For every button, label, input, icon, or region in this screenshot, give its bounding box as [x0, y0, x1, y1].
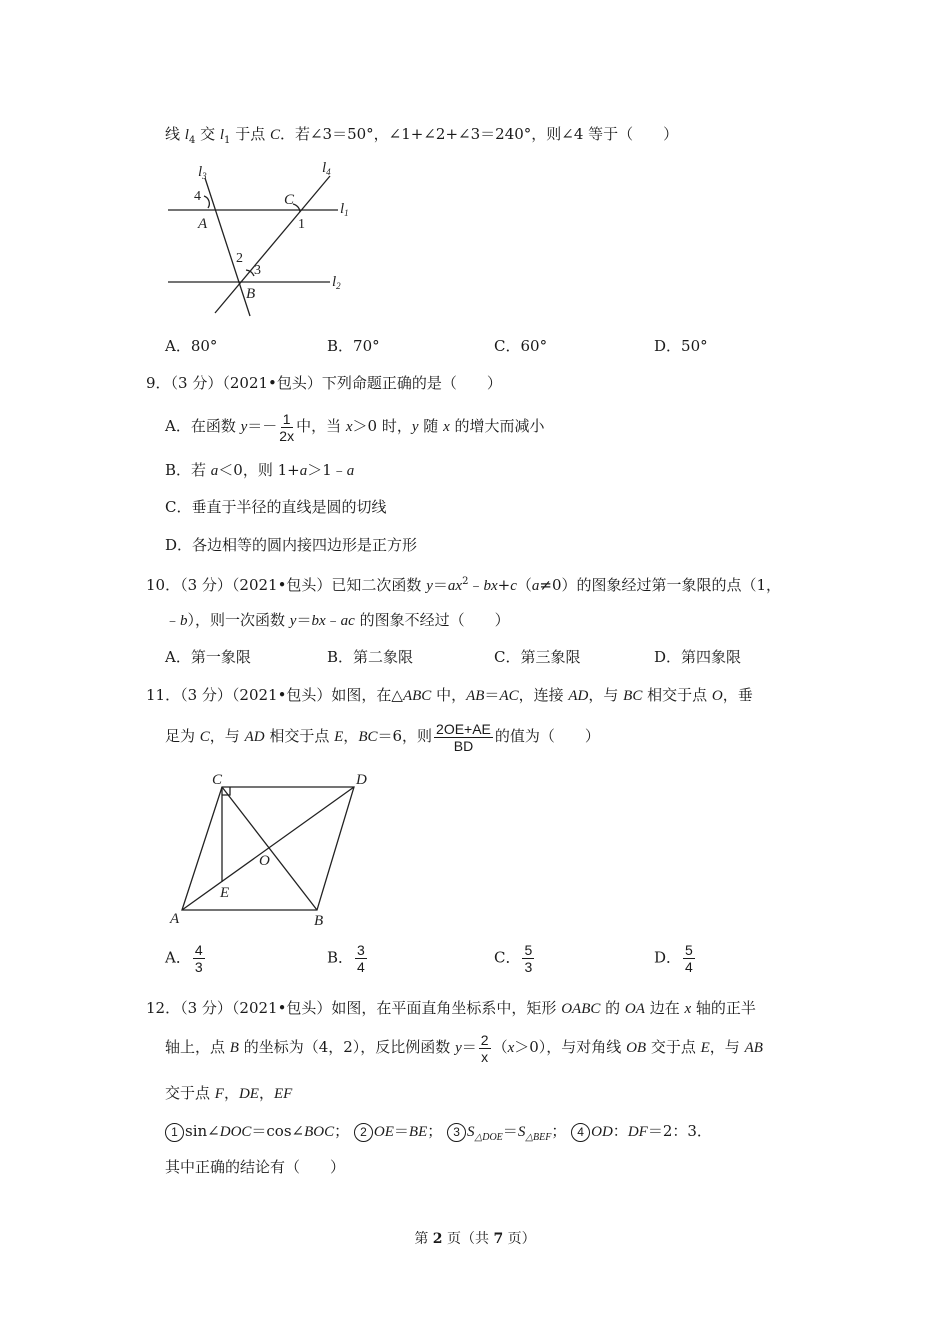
label-l1: $l_1$: [340, 201, 349, 218]
diagonal-CB: [222, 787, 317, 910]
angle-label-2: 2: [236, 251, 243, 266]
q9-option-a[interactable]: A．在函数 y＝－ $\frac{1}{2x}$ 中，当 x＞0 时，y 随 x 的增大而减小: [165, 410, 545, 444]
q9-option-c[interactable]: C．垂直于半径的直线是圆的切线: [165, 498, 387, 516]
line-l3: [205, 178, 250, 316]
circled-1: 1: [165, 1123, 184, 1142]
label-A: A: [198, 216, 208, 232]
label-C: C: [212, 772, 223, 788]
q12-stem-line1: 12．（3 分）（2021•包头）如图，在平面直角坐标系中，矩形 OABC 的 OA 边在 x 轴的正半: [146, 999, 756, 1017]
q9-option-b[interactable]: B．若 a＜0，则 1+a＞1﹣a: [165, 461, 355, 479]
circled-2: 2: [354, 1123, 373, 1142]
q10-stem-line1: 10．（3 分）（2021•包头）已知二次函数 $y=ax^2﹣bx+c(a\ne 0)$的图象经过第一象限的点（1，: [146, 576, 782, 594]
label-B: B: [246, 286, 256, 302]
q10-option-c[interactable]: C．第三象限: [494, 648, 581, 666]
q12-question: 其中正确的结论有（ ）: [165, 1158, 346, 1176]
circled-4: 4: [571, 1123, 590, 1142]
q10-option-b[interactable]: B．第二象限: [327, 648, 414, 666]
q11-option-b[interactable]: B． $\frac{3}{4}$: [327, 942, 365, 975]
q8-option-c[interactable]: C．60°: [494, 337, 548, 355]
angle-label-4: 4: [194, 189, 201, 204]
angle-4-arc: [204, 196, 209, 208]
q10-option-a[interactable]: A．第一象限: [165, 648, 251, 666]
q8-option-b[interactable]: B．70°: [327, 337, 380, 355]
label-E: E: [220, 885, 230, 901]
q10-stem-line2: ﹣b），则一次函数 y＝bx﹣ac 的图象不经过（ ）: [165, 611, 510, 629]
circled-3: 3: [447, 1123, 466, 1142]
label-A: A: [170, 911, 180, 927]
q11-option-d[interactable]: D． $\frac{5}{4}$: [654, 942, 693, 975]
q9-option-d[interactable]: D．各边相等的圆内接四边形是正方形: [165, 536, 418, 554]
q11-stem-line1: 11．（3 分）（2021•包头）如图，在△ABC 中，AB＝AC，连接 AD，与 BC 相交于点 O，垂: [146, 686, 753, 704]
q12-statements: 1 sin∠DOC＝cos∠BOC； 2 OE＝BE； 3 $S_{\triangle DOE}=S_{\triangle BEF}$； 4 OD：DF＝2：3．: [165, 1121, 712, 1148]
q8-option-d[interactable]: D．50°: [654, 337, 708, 355]
q8-option-a[interactable]: A．80°: [165, 337, 218, 355]
q11-stem-line2: 足为 C，与 AD 相交于点 E，BC＝6，则 $\frac{2OE+AE}{BD}$ 的值为（ ）: [165, 720, 600, 754]
line-l4: [215, 176, 330, 313]
label-O: O: [259, 853, 270, 869]
angle-label-1: 1: [298, 217, 305, 232]
q8-figure: [160, 158, 360, 318]
label-l4: $l_4$: [322, 160, 331, 177]
label-l3: $l_3$: [198, 164, 207, 181]
q12-stem-line2: 轴上，点 B 的坐标为（4，2），反比例函数 y＝ $\frac{2}{x}$ （x＞0），与对角线 OB 交于点 E，与 AB: [165, 1031, 763, 1065]
angle-label-3: 3: [254, 263, 261, 278]
q11-option-a[interactable]: A． $\frac{4}{3}$: [165, 942, 203, 975]
diagonal-AD: [182, 787, 354, 910]
angle-1-arc: [293, 204, 300, 212]
label-l2: $l_2$: [332, 274, 341, 291]
q11-figure: [162, 770, 377, 930]
q11-option-c[interactable]: C． $\frac{5}{3}$: [494, 942, 533, 975]
q10-option-d[interactable]: D．第四象限: [654, 648, 742, 666]
label-C: C: [284, 192, 295, 208]
q12-stem-line3: 交于点 F，DE，EF: [165, 1084, 293, 1102]
page-footer: 第 2 页（共 7 页）: [414, 1231, 536, 1247]
label-B: B: [314, 913, 324, 929]
q8-stem: 线 $l_4$ 交 $l_1$ 于点 C．若∠3＝50°，∠1+∠2+∠3＝240°，则∠4 等于（ ）: [165, 125, 679, 146]
label-D: D: [356, 772, 367, 788]
q9-stem: 9．（3 分）（2021•包头）下列命题正确的是（ ）: [146, 374, 502, 392]
